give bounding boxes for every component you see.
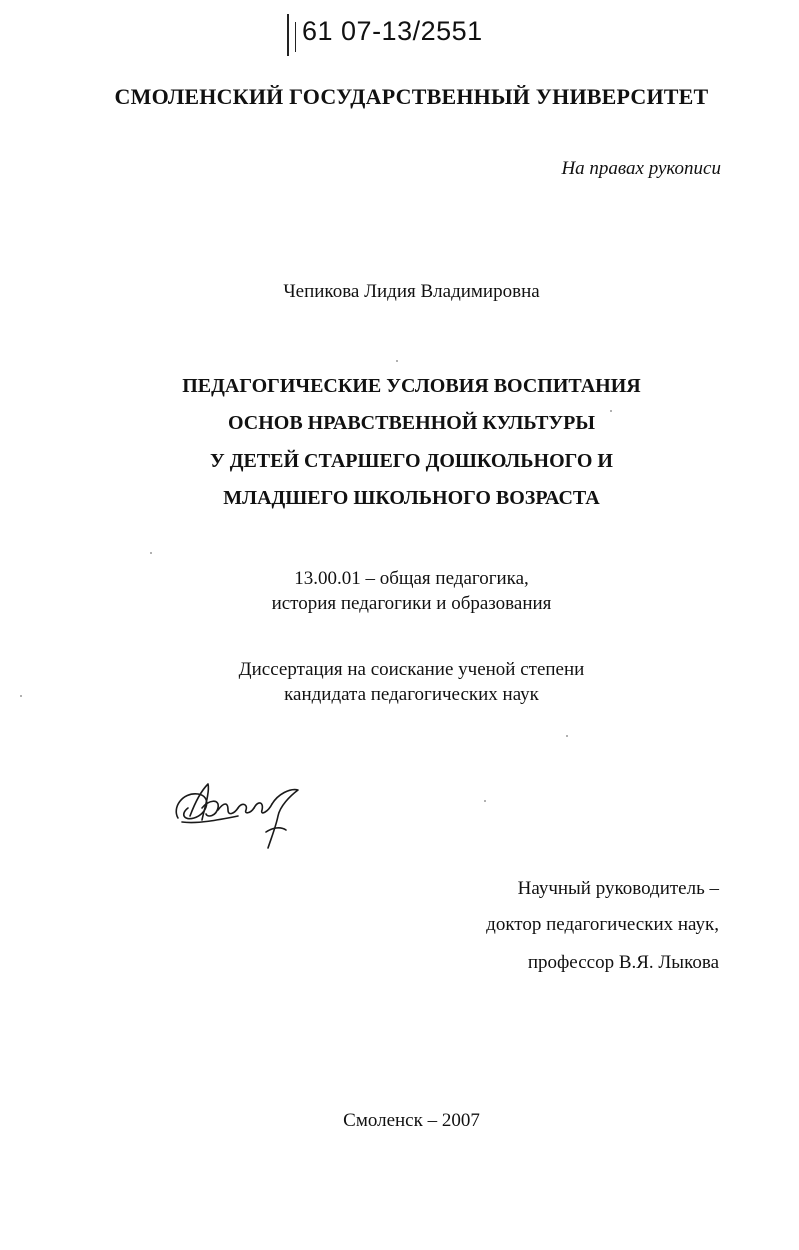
university-name: СМОЛЕНСКИЙ ГОСУДАРСТВЕННЫЙ УНИВЕРСИТЕТ: [114, 84, 709, 109]
degree-line: Диссертация на соискание ученой степени: [238, 659, 585, 680]
author-name: Чепикова Лидия Владимировна: [283, 281, 540, 302]
title-line: ОСНОВ НРАВСТВЕННОЙ КУЛЬТУРЫ: [227, 412, 596, 434]
specialty-line: история педагогики и образования: [271, 593, 552, 614]
rights-note: На правах рукописи: [561, 158, 721, 179]
scan-speck: [396, 360, 398, 362]
title-line: У ДЕТЕЙ СТАРШЕГО ДОШКОЛЬНОГО И: [210, 450, 613, 472]
advisor-line: Научный руководитель –: [517, 878, 719, 899]
stamp-inner-rule: [295, 22, 296, 52]
scan-speck: [610, 410, 612, 412]
degree-line: кандидата педагогических наук: [284, 684, 539, 705]
scan-speck: [150, 552, 152, 554]
advisor-line: доктор педагогических наук,: [486, 914, 719, 935]
scan-speck: [566, 735, 568, 737]
specialty-line: 13.00.01 – общая педагогика,: [294, 568, 529, 589]
archive-stamp: [287, 10, 547, 58]
scan-speck: [20, 695, 22, 697]
title-line: МЛАДШЕГО ШКОЛЬНОГО ВОЗРАСТА: [223, 487, 600, 509]
stamp-left-rule: [287, 14, 289, 56]
city-year: Смоленск – 2007: [343, 1110, 480, 1131]
advisor-line: профессор В.Я. Лыкова: [527, 952, 719, 973]
archive-number: 61 07-13/2551: [302, 16, 483, 46]
scan-speck: [484, 800, 486, 802]
handwritten-signature: [168, 770, 318, 860]
title-line: ПЕДАГОГИЧЕСКИЕ УСЛОВИЯ ВОСПИТАНИЯ: [182, 375, 641, 397]
